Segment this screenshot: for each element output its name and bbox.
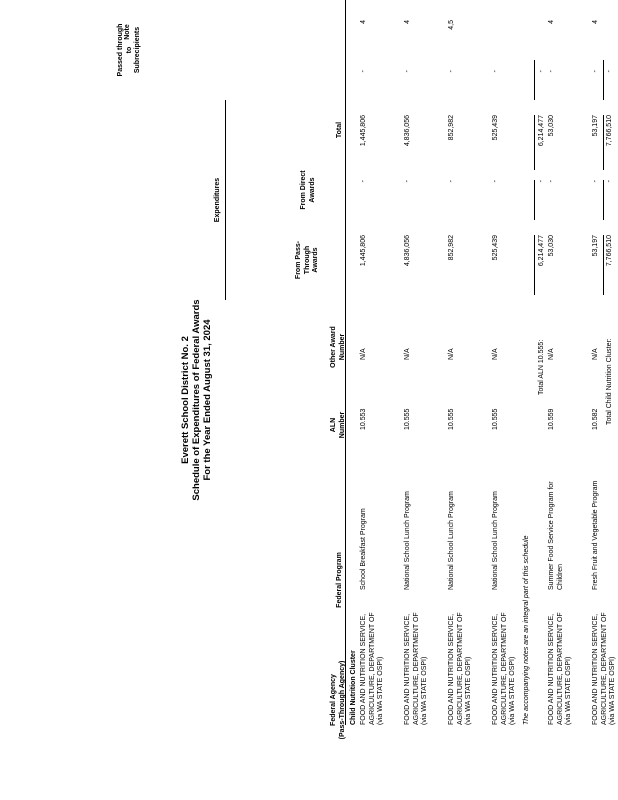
cluster-label: Child Nutrition Cluster <box>350 650 357 725</box>
aln-cell: 10.582 <box>592 408 599 430</box>
note-cell: 4,5 <box>448 20 455 30</box>
col-other-award: Other Award Number <box>330 326 346 368</box>
total-cell: 1,445,806 <box>360 115 367 147</box>
other-award-cell: N/A <box>404 348 411 360</box>
cluster-total-direct: - <box>606 180 613 183</box>
agency-cell: FOOD AND NUTRITION SERVICE, AGRICULTURE, DEPARTMENT OF (via WA STATE OSPI) <box>404 612 428 725</box>
direct-cell: - <box>360 180 367 183</box>
other-award-cell: N/A <box>592 348 599 360</box>
expenditures-rule <box>225 100 226 300</box>
col-note: Note <box>124 24 131 40</box>
other-award-cell: N/A <box>548 348 555 360</box>
col-total: Total <box>336 121 343 139</box>
col-direct: From Direct Awards <box>300 170 316 210</box>
program-cell: School Breakfast Program <box>360 508 367 590</box>
pass-through-cell: 53,197 <box>592 235 599 257</box>
district-name: Everett School District No. 2 <box>180 336 191 464</box>
total-cell: 53,030 <box>548 115 555 137</box>
program-cell: National School Lunch Program <box>404 491 411 590</box>
cluster-rule-total <box>603 115 604 170</box>
subrecipients-cell: - <box>404 70 411 73</box>
other-award-cell: N/A <box>360 348 367 360</box>
agency-cell: FOOD AND NUTRITION SERVICE, AGRICULTURE, DEPARTMENT OF (via WA STATE OSPI) <box>492 612 516 725</box>
direct-cell: - <box>492 180 499 183</box>
program-cell: Fresh Fruit and Vegetable Program <box>592 480 599 590</box>
subtotal-rule-sub <box>534 60 535 100</box>
cluster-rule-direct <box>603 180 604 220</box>
aln-cell: 10.555 <box>492 408 499 430</box>
direct-cell: - <box>448 180 455 183</box>
subrecipients-cell: - <box>492 70 499 73</box>
cluster-rule-sub <box>603 60 604 100</box>
aln-total-pass: 6,214,477 <box>538 235 545 267</box>
aln-total-total: 6,214,477 <box>538 115 545 147</box>
aln-cell: 10.559 <box>548 408 555 430</box>
aln-total-direct: - <box>538 180 545 183</box>
total-cell: 53,197 <box>592 115 599 137</box>
pass-through-cell: 525,439 <box>492 235 499 261</box>
other-award-cell: N/A <box>448 348 455 360</box>
subrecipients-cell: - <box>448 70 455 73</box>
note-cell: 4 <box>404 20 411 24</box>
total-cell: 852,982 <box>448 115 455 141</box>
aln-cell: 10.555 <box>448 408 455 430</box>
pass-through-cell: 53,030 <box>548 235 555 257</box>
pass-through-cell: 4,836,056 <box>404 235 411 267</box>
col-subrecipients: Passed through to Subrecipients <box>117 23 141 77</box>
col-program: Federal Program <box>336 552 343 608</box>
schedule-period: For the Year Ended August 31, 2024 <box>202 319 213 481</box>
col-agency: Federal Agency (Pass-Through Agency) <box>330 660 346 740</box>
pass-through-cell: 852,982 <box>448 235 455 261</box>
aln-cell: 10.553 <box>360 408 367 430</box>
aln-total-label: Total ALN 10.555: <box>538 339 545 395</box>
col-aln: ALN Number <box>330 411 346 439</box>
aln-cell: 10.555 <box>404 408 411 430</box>
note-cell: 4 <box>360 20 367 24</box>
subtotal-rule-total <box>534 115 535 170</box>
direct-cell: - <box>592 180 599 183</box>
cluster-total-sub: - <box>606 70 613 73</box>
agency-cell: FOOD AND NUTRITION SERVICE, AGRICULTURE, DEPARTMENT OF (via WA STATE OSPI) <box>548 612 572 725</box>
program-cell: National School Lunch Program <box>448 491 455 590</box>
col-expenditures: Expenditures <box>214 177 221 223</box>
direct-cell: - <box>548 180 555 183</box>
total-cell: 4,836,056 <box>404 115 411 147</box>
agency-cell: FOOD AND NUTRITION SERVICE, AGRICULTURE, DEPARTMENT OF (via WA STATE OSPI) <box>448 612 472 725</box>
cluster-total-total: 7,766,510 <box>606 115 613 147</box>
pass-through-cell: 1,445,806 <box>360 235 367 267</box>
subrecipients-cell: - <box>592 70 599 73</box>
subtotal-rule-direct <box>534 180 535 220</box>
note-cell: 4 <box>548 20 555 24</box>
header-rule <box>345 0 346 725</box>
note-cell: 4 <box>592 20 599 24</box>
footer-note: The accompanying notes are an integral part of this schedule <box>523 535 530 725</box>
total-cell: 525,439 <box>492 115 499 141</box>
subrecipients-cell: - <box>548 70 555 73</box>
program-cell: Summer Food Service Program for Children <box>548 481 564 590</box>
cluster-rule-pass <box>603 235 604 295</box>
subrecipients-cell: - <box>360 70 367 73</box>
cluster-total-label: Total Child Nutrition Cluster: <box>606 338 613 425</box>
agency-cell: FOOD AND NUTRITION SERVICE, AGRICULTURE, DEPARTMENT OF (via WA STATE OSPI) <box>592 612 616 725</box>
direct-cell: - <box>404 180 411 183</box>
subtotal-rule-pass <box>534 235 535 295</box>
agency-cell: FOOD AND NUTRITION SERVICE, AGRICULTURE, DEPARTMENT OF (via WA STATE OSPI) <box>360 612 384 725</box>
aln-total-sub: - <box>538 70 545 73</box>
program-cell: National School Lunch Program <box>492 491 499 590</box>
col-pass-through: From Pass- Through Awards <box>295 240 319 280</box>
schedule-title: Schedule of Expenditures of Federal Awards <box>191 299 202 501</box>
cluster-total-pass: 7,766,510 <box>606 235 613 267</box>
other-award-cell: N/A <box>492 348 499 360</box>
